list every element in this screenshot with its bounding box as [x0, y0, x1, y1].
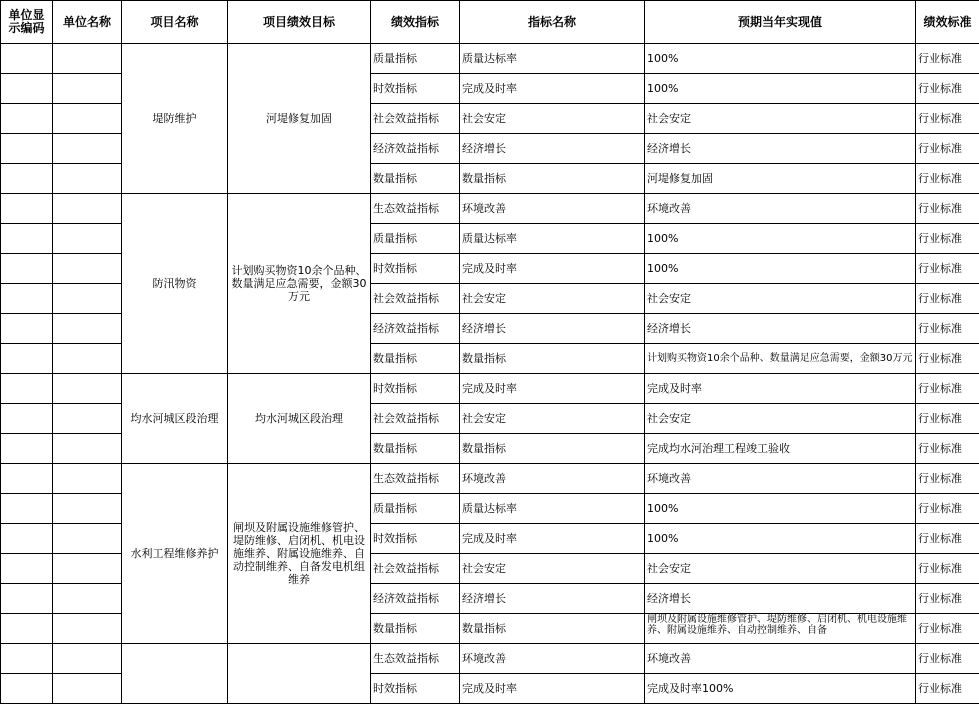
unit-name-cell: [53, 464, 122, 494]
unit-code-cell: [1, 524, 53, 554]
expected-value-cell: 社会安定: [645, 554, 916, 584]
standard-cell: 行业标准: [916, 494, 979, 524]
unit-name-cell: [53, 524, 122, 554]
indicator-cell: 生态效益指标: [371, 644, 460, 674]
indicator-name-cell: 完成及时率: [460, 254, 645, 284]
project-name-cell: 均水河城区段治理: [122, 374, 228, 464]
indicator-name-cell: 质量达标率: [460, 494, 645, 524]
col-header-unit-name: 单位名称: [53, 1, 122, 44]
col-header-indicator-name: 指标名称: [460, 1, 645, 44]
standard-cell: 行业标准: [916, 44, 979, 74]
col-header-project-goal: 项目绩效目标: [228, 1, 371, 44]
indicator-cell: 质量指标: [371, 494, 460, 524]
unit-code-cell: [1, 434, 53, 464]
indicator-cell: 经济效益指标: [371, 314, 460, 344]
standard-cell: 行业标准: [916, 554, 979, 584]
standard-cell: 行业标准: [916, 674, 979, 704]
indicator-name-cell: 社会安定: [460, 104, 645, 134]
indicator-cell: 社会效益指标: [371, 284, 460, 314]
standard-cell: 行业标准: [916, 74, 979, 104]
indicator-cell: 经济效益指标: [371, 134, 460, 164]
indicator-cell: 质量指标: [371, 224, 460, 254]
standard-cell: 行业标准: [916, 644, 979, 674]
unit-code-cell: [1, 614, 53, 644]
project-goal-cell: 闸坝及附属设施维修管护、堤防维修、启闭机、机电设施维养、附属设施维养、自动控制维养、自备发电机组维养: [228, 464, 371, 644]
project-name-cell: [122, 644, 228, 704]
project-goal-cell: 河堤修复加固: [228, 44, 371, 194]
standard-cell: 行业标准: [916, 464, 979, 494]
standard-cell: 行业标准: [916, 404, 979, 434]
standard-cell: 行业标准: [916, 194, 979, 224]
project-goal-cell: 均水河城区段治理: [228, 374, 371, 464]
project-goal-cell: 计划购买物资10余个品种、数量满足应急需要，金额30万元: [228, 194, 371, 374]
indicator-cell: 时效指标: [371, 524, 460, 554]
unit-code-cell: [1, 584, 53, 614]
indicator-cell: 社会效益指标: [371, 404, 460, 434]
project-name-cell: 堤防维护: [122, 44, 228, 194]
col-header-project-name: 项目名称: [122, 1, 228, 44]
expected-value-cell: 经济增长: [645, 314, 916, 344]
unit-name-cell: [53, 374, 122, 404]
expected-value-cell: 社会安定: [645, 104, 916, 134]
standard-cell: 行业标准: [916, 224, 979, 254]
unit-code-cell: [1, 284, 53, 314]
expected-value-cell: 经济增长: [645, 134, 916, 164]
expected-value-cell: 社会安定: [645, 404, 916, 434]
standard-cell: 行业标准: [916, 374, 979, 404]
project-name-cell: 防汛物资: [122, 194, 228, 374]
expected-value-cell: 环境改善: [645, 464, 916, 494]
indicator-name-cell: 数量指标: [460, 614, 645, 644]
expected-value-cell: 完成及时率: [645, 374, 916, 404]
indicator-cell: 时效指标: [371, 374, 460, 404]
table-row: [1, 644, 979, 674]
indicator-name-cell: 经济增长: [460, 134, 645, 164]
expected-value-cell: 100%: [645, 224, 916, 254]
unit-name-cell: [53, 164, 122, 194]
standard-cell: 行业标准: [916, 164, 979, 194]
unit-code-cell: [1, 674, 53, 704]
unit-name-cell: [53, 644, 122, 674]
indicator-name-cell: 数量指标: [460, 344, 645, 374]
unit-code-cell: [1, 404, 53, 434]
unit-name-cell: [53, 224, 122, 254]
unit-name-cell: [53, 254, 122, 284]
indicator-name-cell: 数量指标: [460, 164, 645, 194]
expected-value-cell: 100%: [645, 254, 916, 284]
project-name-cell: 水利工程维修养护: [122, 464, 228, 644]
unit-name-cell: [53, 44, 122, 74]
standard-cell: 行业标准: [916, 344, 979, 374]
indicator-cell: 数量指标: [371, 344, 460, 374]
standard-cell: 行业标准: [916, 254, 979, 284]
standard-cell: 行业标准: [916, 524, 979, 554]
unit-code-cell: [1, 134, 53, 164]
col-header-expected-value: 预期当年实现值: [645, 1, 916, 44]
indicator-name-cell: 社会安定: [460, 554, 645, 584]
indicator-cell: 社会效益指标: [371, 554, 460, 584]
unit-code-cell: [1, 464, 53, 494]
unit-name-cell: [53, 194, 122, 224]
unit-code-cell: [1, 104, 53, 134]
unit-name-cell: [53, 104, 122, 134]
indicator-name-cell: 完成及时率: [460, 74, 645, 104]
indicator-name-cell: 环境改善: [460, 464, 645, 494]
unit-name-cell: [53, 554, 122, 584]
indicator-cell: 生态效益指标: [371, 464, 460, 494]
indicator-name-cell: 完成及时率: [460, 674, 645, 704]
unit-code-cell: [1, 224, 53, 254]
indicator-cell: 经济效益指标: [371, 584, 460, 614]
col-header-unit-code: 单位显示编码: [1, 1, 53, 44]
unit-code-cell: [1, 494, 53, 524]
table-row: [1, 374, 979, 404]
unit-name-cell: [53, 584, 122, 614]
expected-value-cell: 100%: [645, 524, 916, 554]
expected-value-cell: 社会安定: [645, 284, 916, 314]
unit-name-cell: [53, 344, 122, 374]
table-row: [1, 44, 979, 74]
expected-value-cell: 100%: [645, 74, 916, 104]
indicator-cell: 时效指标: [371, 674, 460, 704]
unit-name-cell: [53, 494, 122, 524]
expected-value-cell: 100%: [645, 44, 916, 74]
expected-value-cell: 河堤修复加固: [645, 164, 916, 194]
unit-code-cell: [1, 194, 53, 224]
unit-name-cell: [53, 74, 122, 104]
expected-value-cell: 完成及时率100%: [645, 674, 916, 704]
unit-code-cell: [1, 314, 53, 344]
unit-code-cell: [1, 44, 53, 74]
indicator-name-cell: 经济增长: [460, 584, 645, 614]
table-row: [1, 464, 979, 494]
indicator-cell: 时效指标: [371, 254, 460, 284]
indicator-cell: 数量指标: [371, 614, 460, 644]
standard-cell: 行业标准: [916, 314, 979, 344]
unit-code-cell: [1, 164, 53, 194]
unit-name-cell: [53, 614, 122, 644]
indicator-cell: 质量指标: [371, 44, 460, 74]
col-header-indicator: 绩效指标: [371, 1, 460, 44]
indicator-cell: 时效指标: [371, 74, 460, 104]
indicator-cell: 生态效益指标: [371, 194, 460, 224]
col-header-standard: 绩效标准: [916, 1, 979, 44]
project-goal-cell: [228, 644, 371, 704]
indicator-name-cell: 完成及时率: [460, 374, 645, 404]
header-row: [1, 1, 979, 44]
expected-value-cell: 100%: [645, 494, 916, 524]
standard-cell: 行业标准: [916, 434, 979, 464]
unit-code-cell: [1, 254, 53, 284]
standard-cell: 行业标准: [916, 614, 979, 644]
expected-value-cell: 计划购买物资10余个品种、数量满足应急需要，金额30万元: [645, 344, 916, 374]
unit-code-cell: [1, 344, 53, 374]
indicator-cell: 数量指标: [371, 164, 460, 194]
unit-name-cell: [53, 314, 122, 344]
unit-code-cell: [1, 374, 53, 404]
expected-value-cell: 经济增长: [645, 584, 916, 614]
standard-cell: 行业标准: [916, 104, 979, 134]
expected-value-cell: 完成均水河治理工程竣工验收: [645, 434, 916, 464]
unit-code-cell: [1, 74, 53, 104]
indicator-cell: 数量指标: [371, 434, 460, 464]
indicator-name-cell: 环境改善: [460, 644, 645, 674]
unit-name-cell: [53, 404, 122, 434]
indicator-name-cell: 完成及时率: [460, 524, 645, 554]
expected-value-cell: 环境改善: [645, 194, 916, 224]
unit-name-cell: [53, 284, 122, 314]
unit-code-cell: [1, 644, 53, 674]
indicator-name-cell: 质量达标率: [460, 44, 645, 74]
indicator-name-cell: 社会安定: [460, 284, 645, 314]
standard-cell: 行业标准: [916, 584, 979, 614]
table-row: [1, 194, 979, 224]
unit-name-cell: [53, 434, 122, 464]
standard-cell: 行业标准: [916, 284, 979, 314]
indicator-name-cell: 质量达标率: [460, 224, 645, 254]
expected-value-cell: 环境改善: [645, 644, 916, 674]
indicator-name-cell: 社会安定: [460, 404, 645, 434]
expected-value-cell: 闸坝及附属设施维修管护、堤防维修、启闭机、机电设施维养、附属设施维养、自动控制维养、自备: [645, 614, 916, 644]
indicator-name-cell: 数量指标: [460, 434, 645, 464]
indicator-name-cell: 经济增长: [460, 314, 645, 344]
standard-cell: 行业标准: [916, 134, 979, 164]
unit-name-cell: [53, 134, 122, 164]
indicator-name-cell: 环境改善: [460, 194, 645, 224]
indicator-cell: 社会效益指标: [371, 104, 460, 134]
unit-code-cell: [1, 554, 53, 584]
unit-name-cell: [53, 674, 122, 704]
